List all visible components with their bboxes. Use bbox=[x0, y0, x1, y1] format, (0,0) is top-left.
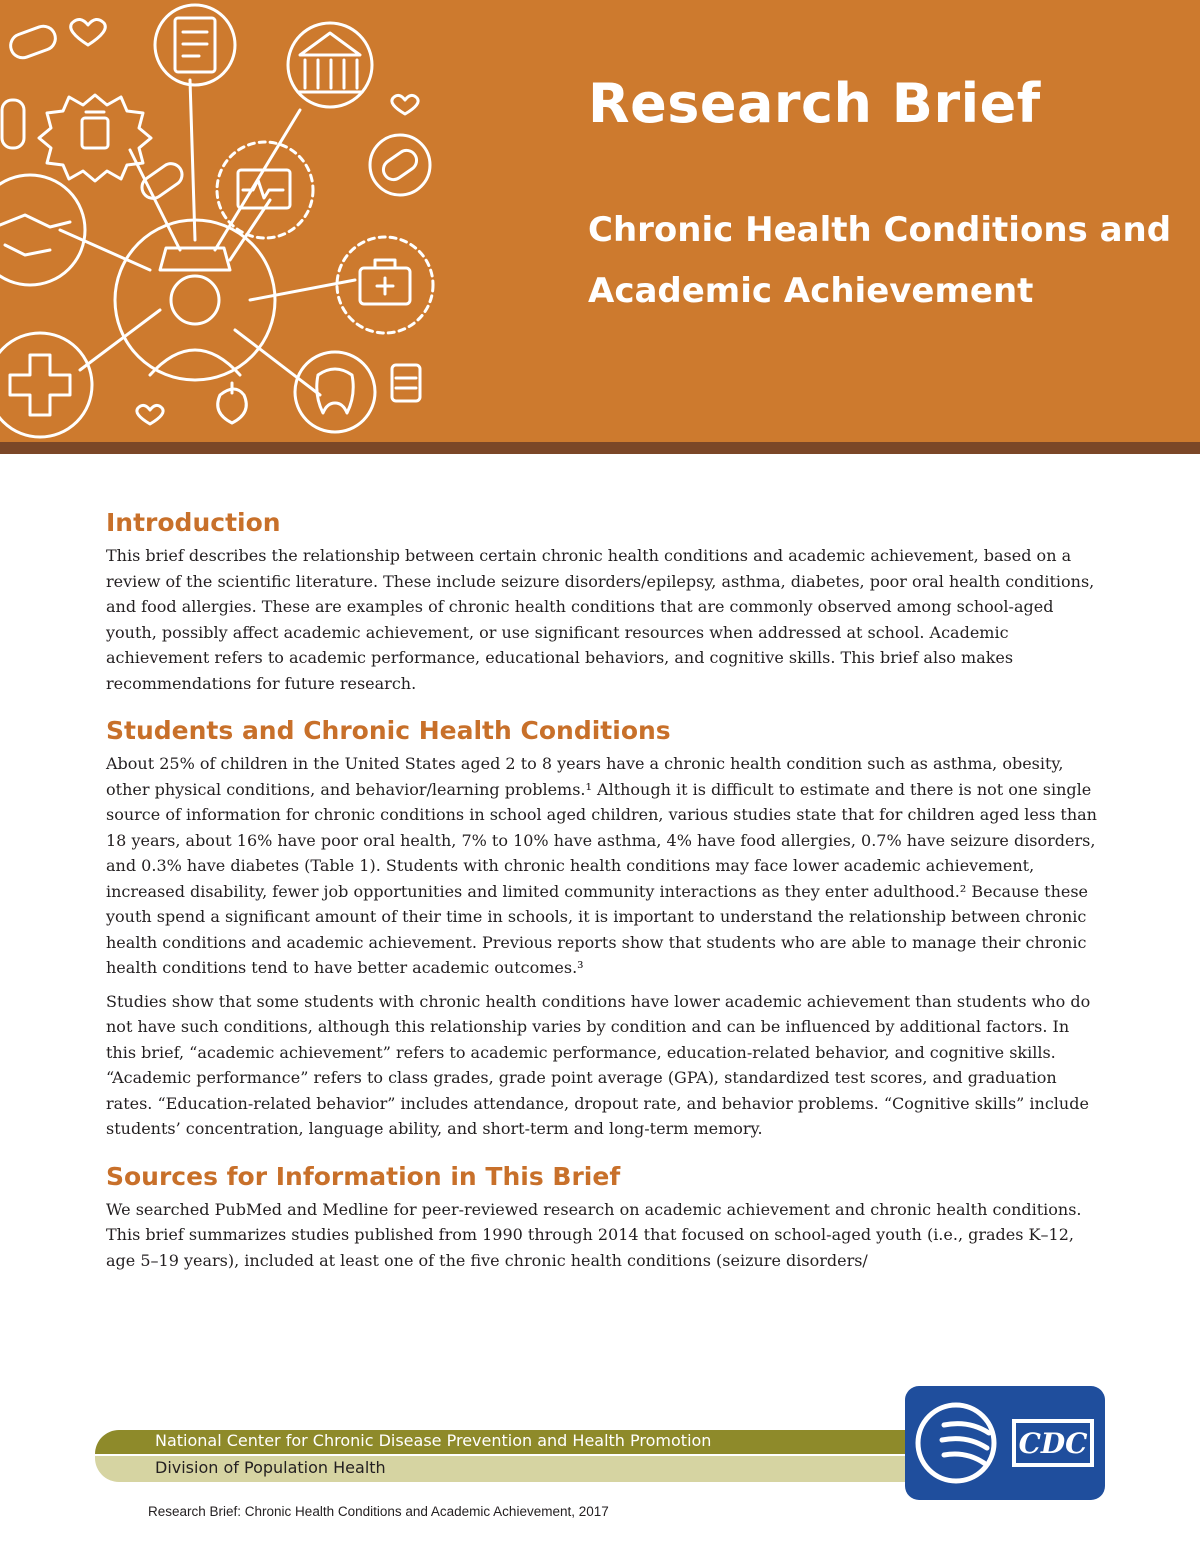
capsule-icon bbox=[7, 23, 58, 61]
handshake-icon bbox=[0, 175, 85, 285]
bandage-icon bbox=[138, 159, 187, 202]
medicine-bottle-icon bbox=[39, 95, 151, 181]
paragraph: Studies show that some students with chronic health conditions have lower academic achievement than students who do not have such conditions, although this relationship varies by condition and can be influenced by additional factors. In this brief, “academic achievement” refers to academic performance, education-related behavior, and cognitive skills. “Academic performance” refers to class grades, grade point average (GPA), standardized test scores, and graduation rates. “Education-related behavior” includes attendance, dropout rate, and behavior problems. “Cognitive skills” include students’ concentration, language ability, and short-term and long-term memory. bbox=[106, 991, 1091, 1138]
section-heading: Sources for Information in This Brief bbox=[106, 1161, 621, 1191]
section-heading: Students and Chronic Health Conditions bbox=[106, 716, 671, 745]
section-sources bbox=[106, 1162, 1101, 1274]
main-content bbox=[106, 508, 1101, 1293]
building-icon bbox=[288, 23, 372, 107]
document-title: Research Brief bbox=[588, 72, 1041, 135]
page-caption: Research Brief: Chronic Health Conditions and Academic Achievement, 2017 bbox=[148, 1504, 609, 1519]
clipboard-icon bbox=[155, 5, 235, 85]
paragraph: This brief describes the relationship between certain chronic health conditions and academic achievement, based on a review of the scientific literature. These include seizure disorders/epilepsy, asthma, diabetes, poor oral health conditions, and food allergies. These are examples of chronic health conditions that are commonly observed among school-aged youth, possibly affect academic achievement, or use significant resources when addressed at school. Academic achievement refers to academic performance, educational behaviors, and cognitive skills. This brief also makes recommendations for future research. bbox=[106, 546, 1095, 693]
section-introduction bbox=[106, 508, 1101, 696]
tooth-icon bbox=[295, 352, 375, 432]
document-subtitle: Chronic Health Conditions and Academic Achievement bbox=[588, 210, 1172, 311]
paragraph: About 25% of children in the United States aged 2 to 8 years have a chronic health condition such as asthma, obesity, other physical conditions, and behavior/learning problems.¹ Although it is difficult to estimate and there is not one single source of information for chronic conditions in school aged children, various studies state that for children aged less than 18 years, about 16% have poor oral health, 7% to 10% have asthma, 4% have food allergies, 0.7% have seizure disorders, and 0.3% have diabetes (Table 1). Students with chronic health conditions may face lower academic achievement, increased disability, fewer job opportunities and limited community interactions as they enter adulthood.² Because these youth spend a significant amount of their time in schools, it is important to understand the relationship between chronic health conditions and academic achievement. Previous reports show that students who are able to manage their chronic health conditions tend to have better academic outcomes.³ bbox=[106, 754, 1097, 977]
footer-division-name: Division of Population Health bbox=[155, 1458, 386, 1477]
pill-icon bbox=[370, 135, 430, 195]
cdc-logo-text: CDC bbox=[1018, 1427, 1088, 1460]
section-heading: Introduction bbox=[106, 508, 281, 537]
paragraph: We searched PubMed and Medline for peer-reviewed research on academic achievement and chronic health conditions. This brief summarizes studies published from 1990 through 2014 that focused on school-aged youth (i.e., grades K–12, age 5–19 years), included at least one of the five chronic health conditions (seizure disorders/ bbox=[106, 1199, 1082, 1270]
health-icons-illustration bbox=[0, 0, 560, 442]
first-aid-kit-icon bbox=[337, 237, 433, 333]
heart-monitor-icon bbox=[217, 142, 313, 238]
connector-line bbox=[60, 80, 355, 395]
medical-cross-icon bbox=[0, 333, 92, 437]
section-students-chronic-conditions bbox=[106, 716, 1101, 1142]
bandage-left-icon bbox=[2, 100, 24, 148]
cdc-logo bbox=[904, 1385, 1106, 1501]
apple-icon bbox=[218, 383, 247, 423]
pill-bottle-icon bbox=[392, 365, 420, 401]
footer-center-name: National Center for Chronic Disease Prevention and Health Promotion bbox=[155, 1431, 712, 1450]
banner-divider bbox=[0, 442, 1200, 454]
